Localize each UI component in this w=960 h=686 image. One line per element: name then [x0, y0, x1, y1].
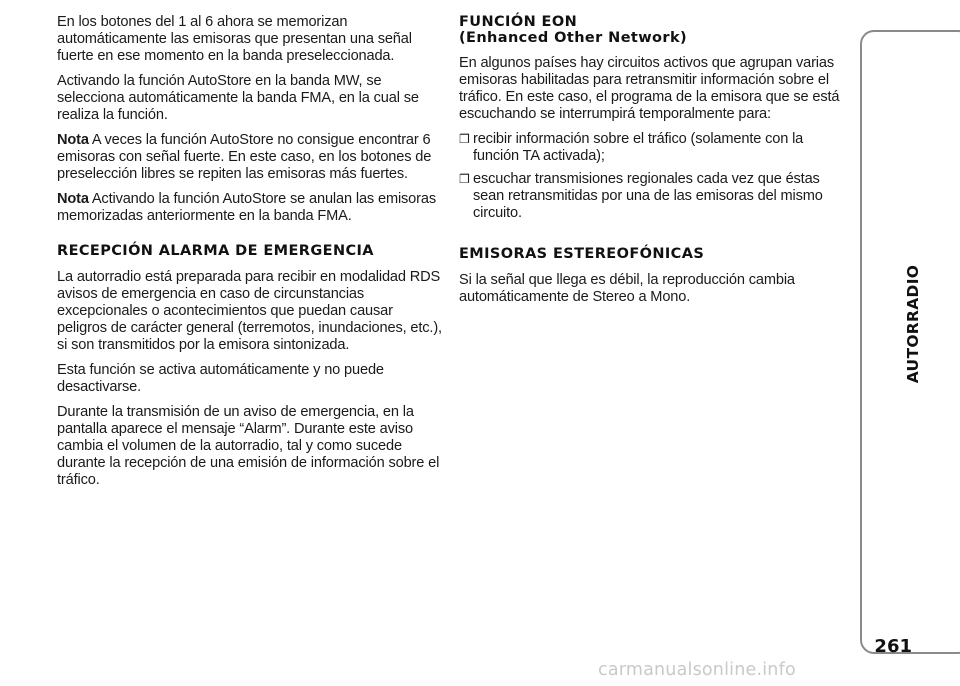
- note-label: Nota: [57, 191, 89, 207]
- watermark: carmanualsonline.info: [598, 660, 796, 680]
- list-item: [459, 131, 851, 165]
- heading-line: FUNCIÓN EON: [459, 14, 578, 30]
- list-item-text: recibir información sobre el tráfico (solamente con la función TA activada);: [473, 131, 804, 164]
- paragraph-autostore-memorize: En los botones del 1 al 6 ahora se memorizan automáticamente las emisoras que presentan una señal fuerte en ese momento en la banda preseleccionada.: [57, 14, 412, 64]
- note-text: Activando la función AutoStore se anulan las emisoras memorizadas anteriormente en la banda FMA.: [57, 191, 436, 224]
- heading-emergency-alarm: RECEPCIÓN ALARMA DE EMERGENCIA: [57, 243, 374, 259]
- paragraph-emergency-alarm-message: Durante la transmisión de un aviso de emergencia, en la pantalla aparece el mensaje “Alarm”. Durante este aviso cambia el volumen de la autorradio, tal y como sucede durante la recepción de una emisión de información sobre el tráfico.: [57, 404, 440, 488]
- note-autostore-cancel: [57, 191, 445, 225]
- heading-line: (Enhanced Other Network): [459, 30, 688, 46]
- eon-bullet-list: [459, 131, 851, 222]
- note-autostore-strong: [57, 132, 445, 183]
- page-number: 261: [874, 636, 912, 657]
- paragraph-stereo-mono: Si la señal que llega es débil, la reproducción cambia automáticamente de Stereo a Mono.: [459, 272, 795, 305]
- note-text: A veces la función AutoStore no consigue encontrar 6 emisoras con señal fuerte. En este caso, en los botones de preselección libres se repiten las emisoras más fuertes.: [57, 132, 432, 182]
- section-tab-text: AUTORRADIO: [904, 264, 922, 384]
- paragraph-emergency-auto: Esta función se activa automáticamente y no puede desactivarse.: [57, 362, 384, 395]
- left-column: [57, 14, 445, 497]
- section-tab-label: [902, 254, 924, 394]
- right-column: [459, 14, 851, 314]
- heading-eon-function: [459, 14, 851, 46]
- paragraph-emergency-rds: La autorradio está preparada para recibir en modalidad RDS avisos de emergencia en caso de circunstancias excepcionales o acontecimientos que puedan causar peligros de carácter general (terremotos, inundaciones, etc.), si son transmitidos por la emisora sintonizada.: [57, 269, 442, 353]
- note-label: Nota: [57, 132, 89, 148]
- paragraph-autostore-mw: Activando la función AutoStore en la banda MW, se selecciona automáticamente la banda FMA, en la cual se realiza la función.: [57, 73, 419, 123]
- checkbox-bullet-icon: ❒: [459, 132, 470, 146]
- list-item-text: escuchar transmisiones regionales cada vez que éstas sean retransmitidas por una de las emisoras del mismo circuito.: [473, 171, 823, 221]
- paragraph-eon-intro: En algunos países hay circuitos activos que agrupan varias emisoras habilitadas para retransmitir información sobre el tráfico. En este caso, el programa de la emisora que se está escuchando se interrumpirá temporalmente para:: [459, 55, 840, 122]
- checkbox-bullet-icon: ❒: [459, 172, 470, 186]
- list-item: [459, 171, 851, 222]
- heading-stereo-stations: EMISORAS ESTEREOFÓNICAS: [459, 246, 705, 262]
